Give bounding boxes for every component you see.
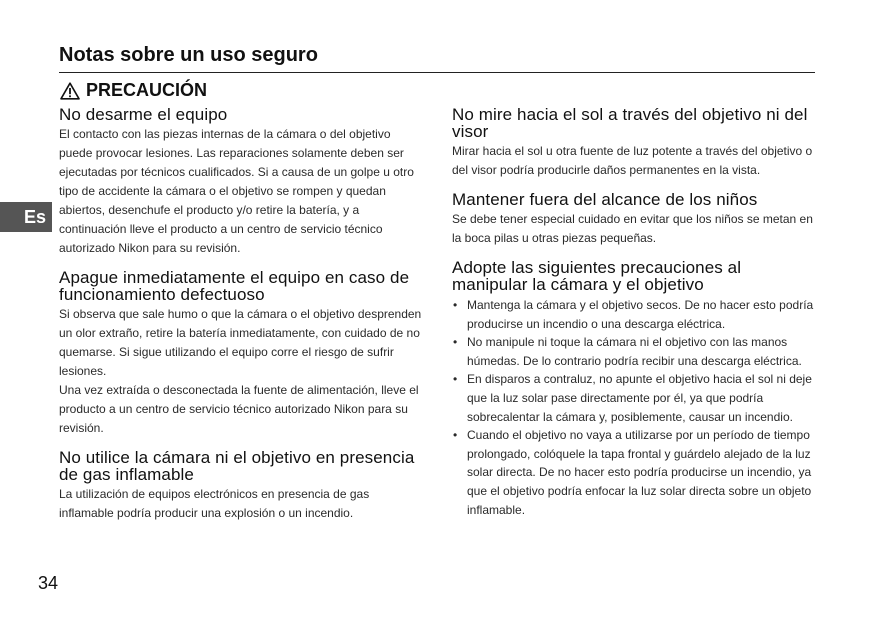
- list-item-text: Mantenga la cámara y el objetivo secos. De no hacer esto podría producirse un incendio o una descarga eléctrica.: [467, 298, 814, 331]
- page-title: Notas sobre un uso seguro: [59, 44, 318, 66]
- section-children: [452, 191, 818, 248]
- precautions-list: [452, 296, 818, 519]
- section-heading: Apague inmediatamente el equipo en caso de funcionamiento defectuoso: [59, 268, 410, 304]
- list-item: [452, 426, 818, 519]
- bullet-icon: •: [453, 372, 458, 387]
- bullet-icon: •: [453, 335, 458, 350]
- warning-triangle-icon: [60, 82, 80, 100]
- list-item-text: No manipule ni toque la cámara ni el objetivo con las manos húmedas. De lo contrario podría recibir una descarga eléctrica.: [467, 335, 802, 368]
- section-body: El contacto con las piezas internas de la cámara o del objetivo puede provocar lesiones. Las reparaciones solamente deben ser ejecutadas por técnicos cualificados. Si a causa de un golpe u otro tipo de accidente la cámara o el objetivo se rompen y quedan abiertos, desenchufe el producto y/o retire la batería, y a continuación lleve el producto a un centro de servicio técnico autorizado Nikon para su revisión.: [59, 127, 414, 255]
- section-handling: [452, 259, 818, 519]
- section-malfunction: [59, 269, 424, 438]
- section-body-continued: Una vez extraída o desconectada la fuente de alimentación, lleve el producto a un centro de servicio técnico autorizado Nikon para su revisión.: [59, 383, 419, 435]
- left-column: [59, 106, 424, 523]
- list-item: [452, 296, 818, 333]
- section-body: La utilización de equipos electrónicos en presencia de gas inflamable podría producir una explosión o un incendio.: [59, 487, 370, 520]
- section-body: Si observa que sale humo o que la cámara o el objetivo desprenden un olor extraño, retire la batería inmediatamente, con cuidado de no quemarse. Si sigue utilizando el equipo corre el riesgo de sufrir lesiones.: [59, 307, 422, 378]
- language-tab: Es: [0, 202, 52, 232]
- list-item-text: En disparos a contraluz, no apunte el objetivo hacia el sol ni deje que la luz solar pase directamente por él, ya que podría sobrecalentar la cámara y, posiblemente, causar un incendio.: [467, 372, 812, 424]
- section-heading: No desarme el equipo: [59, 105, 228, 124]
- right-column: [452, 106, 818, 519]
- list-item: [452, 370, 818, 426]
- caution-label: PRECAUCIÓN: [86, 80, 208, 100]
- section-body: Mirar hacia el sol u otra fuente de luz potente a través del objetivo o del visor podría producirle daños permanentes en la vista.: [452, 144, 813, 177]
- section-body: Se debe tener especial cuidado en evitar que los niños se metan en la boca pilas u otras piezas pequeñas.: [452, 212, 813, 245]
- bullet-icon: •: [453, 298, 458, 312]
- bullet-icon: •: [453, 428, 458, 443]
- list-item: [452, 333, 818, 370]
- section-heading: Adopte las siguientes precauciones al manipular la cámara y el objetivo: [452, 258, 742, 294]
- section-heading: Mantener fuera del alcance de los niños: [452, 190, 758, 209]
- list-item-text: Cuando el objetivo no vaya a utilizarse por un período de tiempo prolongado, colóquele la tapa frontal y guárdelo alejado de la luz solar directa. De no hacer esto podría producirse un incendio, ya que el objetivo podría enfocar la luz solar directa sobre un objeto inflamable.: [467, 428, 812, 517]
- section-heading: No utilice la cámara ni el objetivo en presencia de gas inflamable: [59, 448, 415, 484]
- caution-heading: [60, 80, 207, 101]
- section-flammable-gas: [59, 449, 424, 523]
- section-heading: No mire hacia el sol a través del objetivo ni del visor: [452, 105, 808, 141]
- section-disassemble: [59, 106, 424, 258]
- section-sun: [452, 106, 818, 180]
- page-number: 34: [38, 573, 59, 593]
- title-divider: [59, 72, 815, 73]
